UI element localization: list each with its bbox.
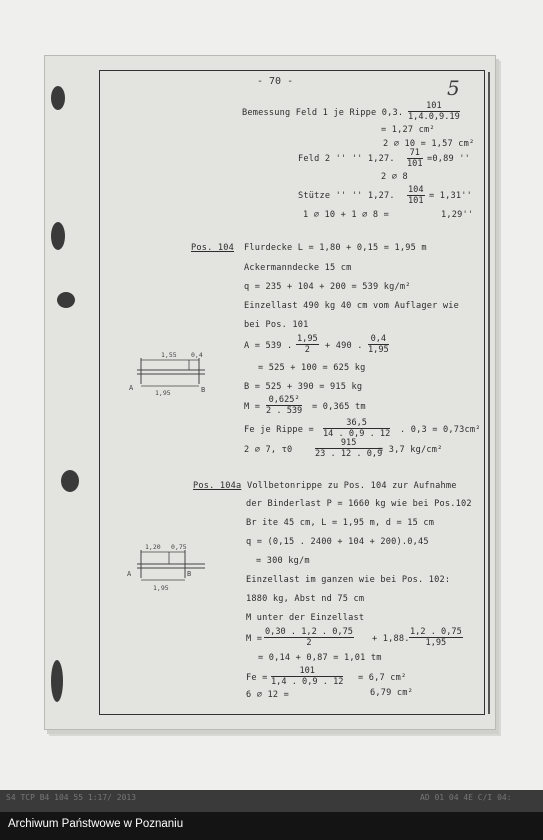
text-line: 2 ∅ 10 = 1,57 cm² bbox=[383, 139, 475, 149]
sketch-label: A bbox=[129, 384, 134, 392]
beam-sketch-pos-104 bbox=[127, 348, 209, 400]
text-line: Ackermanndecke 15 cm bbox=[244, 263, 352, 273]
sketch-label: 0,75 bbox=[171, 543, 187, 551]
fraction: $\frac{1,2 . 0,75}{1,95}$ bbox=[410, 627, 462, 648]
fraction: $\frac{0,4}{1,95}$ bbox=[368, 334, 389, 355]
punch-hole bbox=[51, 86, 65, 110]
text-line: = 0,365 tm bbox=[312, 402, 366, 412]
text-line: = 1,27 cm² bbox=[381, 125, 435, 135]
text-line: Feld 2 '' '' 1,27. bbox=[298, 154, 395, 164]
text-line: = 1,31'' bbox=[429, 191, 472, 201]
fraction: $\frac{915}{23 . 12 . 0,9}$ bbox=[315, 438, 383, 459]
text-line: 6,79 cm² bbox=[370, 688, 413, 698]
page-number: - 70 - bbox=[257, 76, 294, 87]
text-line: M = bbox=[244, 402, 261, 412]
text-line: 2 ∅ 8 bbox=[381, 172, 408, 182]
fraction: $\frac{36,5}{14 . 0,9 . 12}$ bbox=[323, 418, 391, 439]
document-page bbox=[44, 55, 496, 730]
text-line: Vollbetonrippe zu Pos. 104 zur Aufnahme bbox=[247, 481, 457, 491]
text-line: 2 ∅ 7, τ0 bbox=[244, 445, 293, 455]
text-line: M = bbox=[246, 634, 263, 644]
sketch-label: 1,95 bbox=[155, 389, 171, 397]
fraction: $\frac{101}{1,4.0,9.19}$ bbox=[408, 101, 460, 122]
fraction: $\frac{101}{1,4 . 0,9 . 12}$ bbox=[271, 666, 344, 687]
page-edge bbox=[488, 72, 490, 714]
text-line: = 525 + 100 = 625 kg bbox=[258, 363, 366, 373]
sketch-label: B bbox=[187, 570, 192, 578]
sketch-label: 1,20 bbox=[145, 543, 161, 551]
text-line: Einzellast im ganzen wie bei Pos. 102: bbox=[246, 575, 451, 585]
punch-hole bbox=[51, 222, 65, 250]
text-line: q = (0,15 . 2400 + 104 + 200).0,45 bbox=[246, 537, 429, 547]
text-line: 6 ∅ 12 = bbox=[246, 690, 289, 700]
position-heading: Pos. 104 bbox=[191, 243, 234, 253]
fraction: $\frac{104}{101}$ bbox=[408, 185, 424, 206]
text-line: A = 539 . bbox=[244, 341, 293, 351]
text-line: B = 525 + 390 = 915 kg bbox=[244, 382, 363, 392]
text-line: bei Pos. 101 bbox=[244, 320, 309, 330]
text-line: = 300 kg/m bbox=[256, 556, 310, 566]
fraction: $\frac{\text{0,625²}}{2 . 539}$ bbox=[266, 395, 303, 416]
archive-footer bbox=[0, 812, 543, 840]
sketch-label: 1,55 bbox=[161, 351, 177, 359]
text-line: Stütze '' '' 1,27. bbox=[298, 191, 395, 201]
film-strip-code: AD 01 04 4E C/I 04: bbox=[420, 793, 512, 802]
sketch-label: A bbox=[127, 570, 132, 578]
fraction: $\frac{1,95}{2}$ bbox=[297, 334, 318, 355]
text-line: Einzellast 490 kg 40 cm vom Auflager wie bbox=[244, 301, 459, 311]
text-line: Flurdecke L = 1,80 + 0,15 = 1,95 m bbox=[244, 243, 427, 253]
pencil-page-mark: 5 bbox=[447, 76, 460, 100]
text-line: 1880 kg, Abst nd 75 cm bbox=[246, 594, 365, 604]
punch-hole bbox=[57, 292, 75, 308]
film-strip-code: S4 TCP B4 104 55 1:17/ 2013 bbox=[6, 793, 137, 802]
sketch-label: B bbox=[201, 386, 206, 394]
beam-sketch-pos-104a bbox=[125, 540, 215, 596]
sketch-label: 0,4 bbox=[191, 351, 203, 359]
text-line: = 0,14 + 0,87 = 1,01 tm bbox=[258, 653, 382, 663]
text-line: . 0,3 = 0,73cm² bbox=[400, 425, 481, 435]
text-line: = 6,7 cm² bbox=[358, 673, 407, 683]
text-line: + 490 . bbox=[325, 341, 363, 351]
text-line: = 3,7 kg/cm² bbox=[378, 445, 443, 455]
text-line: Br ite 45 cm, L = 1,95 m, d = 15 cm bbox=[246, 518, 435, 528]
archive-name: Archiwum Państwowe w Poznaniu bbox=[8, 818, 184, 830]
text-line: Bemessung Feld 1 je Rippe 0,3. bbox=[242, 108, 404, 118]
text-line: 1 ∅ 10 + 1 ∅ 8 = bbox=[303, 210, 389, 220]
position-heading: Pos. 104a bbox=[193, 481, 242, 491]
film-strip bbox=[0, 790, 543, 812]
text-line: =0,89 '' bbox=[427, 154, 470, 164]
text-line: + 1,88. bbox=[372, 634, 410, 644]
text-line: 1,29'' bbox=[441, 210, 474, 220]
text-line: Fe je Rippe = bbox=[244, 425, 314, 435]
text-line: der Binderlast P = 1660 kg wie bei Pos.102 bbox=[246, 499, 472, 509]
text-line: q = 235 + 104 + 200 = 539 kg/m² bbox=[244, 282, 411, 292]
punch-hole bbox=[51, 660, 63, 702]
fraction: $\frac{71}{101}$ bbox=[407, 148, 423, 169]
sketch-label: 1,95 bbox=[153, 584, 169, 592]
punch-hole bbox=[61, 470, 79, 492]
text-line: M unter der Einzellast bbox=[246, 613, 365, 623]
text-line: Fe = bbox=[246, 673, 268, 683]
fraction: $\frac{0,30 . 1,2 . 0,75}{2}$ bbox=[265, 627, 353, 648]
